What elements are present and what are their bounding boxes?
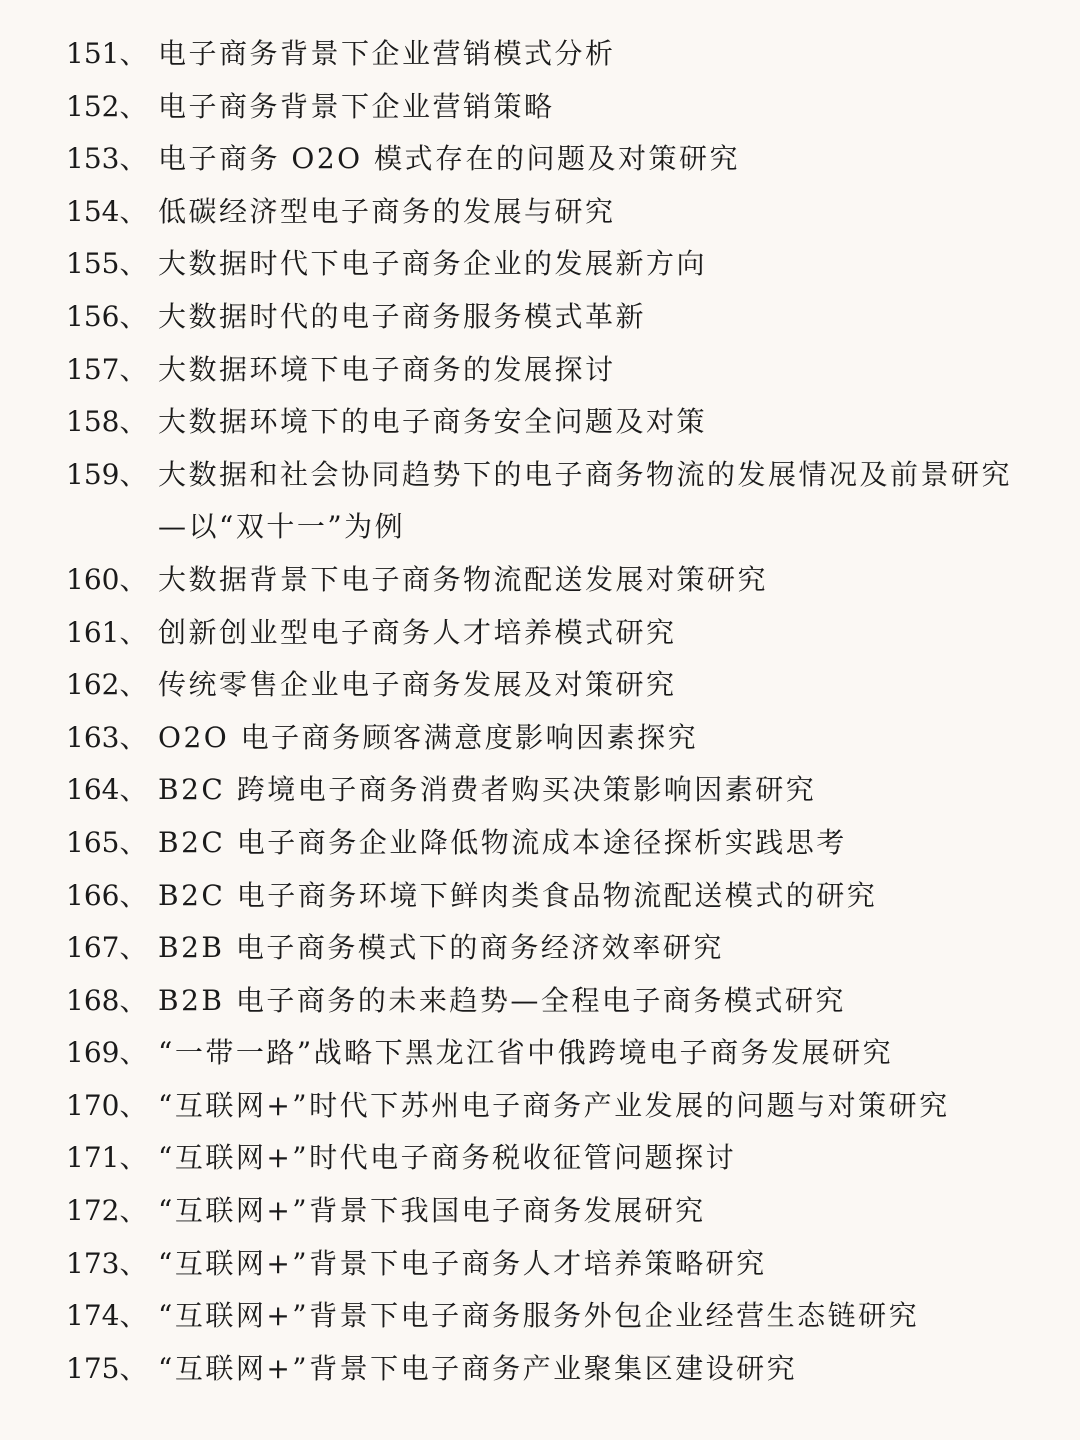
- list-item: [0, 133, 1080, 186]
- list-item: [0, 1185, 1080, 1238]
- item-number: 171、: [66, 1141, 148, 1175]
- item-title: 传统零售企业电子商务发展及对策研究: [158, 668, 677, 702]
- topic-list: [0, 28, 1080, 1395]
- item-title: 创新创业型电子商务人才培养模式研究: [158, 615, 677, 649]
- item-number: 170、: [66, 1088, 148, 1122]
- list-item: [0, 28, 1080, 81]
- item-number: 154、: [66, 194, 148, 228]
- item-title: B2C 跨境电子商务消费者购买决策影响因素研究: [158, 773, 817, 807]
- item-number: 161、: [66, 615, 148, 649]
- item-number: 159、: [66, 457, 148, 491]
- list-item: [0, 870, 1080, 923]
- item-title: “互联网+”背景下电子商务人才培养策略研究: [158, 1246, 767, 1280]
- item-title: “互联网+”时代电子商务税收征管问题探讨: [158, 1141, 737, 1175]
- item-number: 157、: [66, 352, 148, 386]
- list-item: [0, 712, 1080, 765]
- item-title: 大数据时代下电子商务企业的发展新方向: [158, 247, 708, 281]
- item-number: 174、: [66, 1299, 148, 1333]
- item-title: B2C 电子商务环境下鲜肉类食品物流配送模式的研究: [158, 878, 878, 912]
- item-title: 电子商务背景下企业营销模式分析: [158, 37, 616, 70]
- item-title: 大数据时代的电子商务服务模式革新: [158, 299, 647, 333]
- item-title: “互联网+”背景下我国电子商务发展研究: [158, 1194, 706, 1228]
- item-number: 165、: [66, 825, 148, 859]
- item-title: 大数据环境下的电子商务安全问题及对策: [158, 405, 708, 439]
- item-number: 169、: [66, 1036, 148, 1070]
- list-item: [0, 238, 1080, 291]
- item-title: 大数据环境下电子商务的发展探讨: [158, 352, 616, 386]
- list-item: [0, 449, 1080, 554]
- item-title: B2B 电子商务模式下的商务经济效率研究: [158, 931, 724, 965]
- item-title: “互联网+”背景下电子商务产业聚集区建设研究: [158, 1351, 798, 1385]
- item-title: 电子商务背景下企业营销策略: [158, 89, 555, 123]
- item-number: 155、: [66, 247, 148, 281]
- list-item: [0, 659, 1080, 712]
- list-item: [0, 1343, 1080, 1396]
- list-item: [0, 975, 1080, 1028]
- item-title: B2B 电子商务的未来趋势—全程电子商务模式研究: [158, 983, 846, 1017]
- item-number: 172、: [66, 1194, 148, 1228]
- item-number: 156、: [66, 299, 148, 333]
- list-item: [0, 922, 1080, 975]
- item-title: “互联网+”时代下苏州电子商务产业发展的问题与对策研究: [158, 1088, 950, 1122]
- item-title: 低碳经济型电子商务的发展与研究: [158, 194, 616, 228]
- item-number: 168、: [66, 983, 148, 1017]
- item-number: 152、: [66, 89, 148, 123]
- item-title: 大数据和社会协同趋势下的电子商务物流的发展情况及前景研究—以“双十一”为例: [158, 457, 1013, 544]
- list-item: [0, 764, 1080, 817]
- list-item: [0, 607, 1080, 660]
- item-number: 160、: [66, 562, 148, 596]
- item-title: O2O 电子商务顾客满意度影响因素探究: [158, 720, 699, 754]
- item-title: “一带一路”战略下黑龙江省中俄跨境电子商务发展研究: [158, 1036, 894, 1070]
- item-number: 167、: [66, 931, 148, 965]
- list-item: [0, 81, 1080, 134]
- item-title: “互联网+”背景下电子商务服务外包企业经营生态链研究: [158, 1299, 920, 1333]
- item-number: 164、: [66, 773, 148, 807]
- item-title: 电子商务 O2O 模式存在的问题及对策研究: [158, 142, 741, 176]
- list-item: [0, 817, 1080, 870]
- list-item: [0, 344, 1080, 397]
- item-title: 大数据背景下电子商务物流配送发展对策研究: [158, 562, 769, 596]
- list-item: [0, 1080, 1080, 1133]
- list-item: [0, 1132, 1080, 1185]
- item-number: 158、: [66, 405, 148, 439]
- list-item: [0, 1290, 1080, 1343]
- list-item: [0, 554, 1080, 607]
- item-number: 175、: [66, 1351, 148, 1385]
- list-item: [0, 1238, 1080, 1291]
- item-number: 173、: [66, 1246, 148, 1280]
- item-number: 163、: [66, 720, 148, 754]
- item-number: 162、: [66, 668, 148, 702]
- item-number: 153、: [66, 142, 148, 176]
- list-item: [0, 1027, 1080, 1080]
- item-title: B2C 电子商务企业降低物流成本途径探析实践思考: [158, 825, 847, 859]
- item-number: 166、: [66, 878, 148, 912]
- item-number: 151、: [66, 37, 148, 70]
- list-item: [0, 186, 1080, 239]
- list-item: [0, 396, 1080, 449]
- list-item: [0, 291, 1080, 344]
